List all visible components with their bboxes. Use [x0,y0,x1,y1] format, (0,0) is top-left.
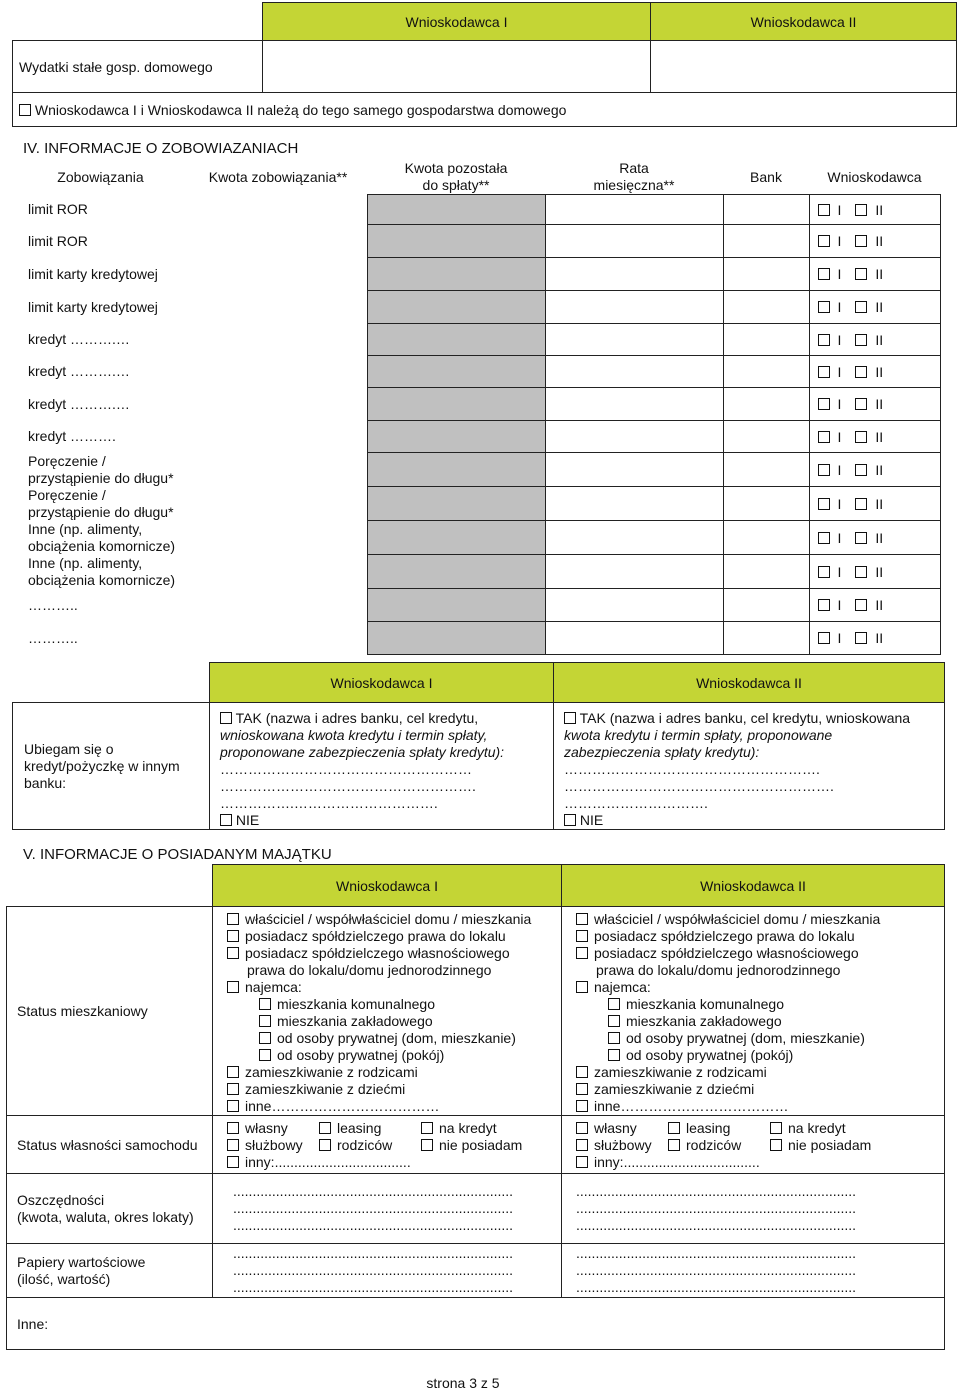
other-bank-label: Ubiegam się o kredyt/pożyczkę w innym banku: [13,703,210,830]
col-obligations: Zobowiązania [57,169,144,186]
monthly-rate-cell[interactable] [545,589,723,622]
car-options-a2 [562,1116,945,1174]
col-amount: Kwota zobowiązania** [208,169,348,186]
housing-option: zamieszkiwanie z dziećmi [227,1081,561,1098]
remaining-amount-cell[interactable] [367,622,545,655]
housing-option: zamieszkiwanie z rodzicami [576,1064,944,1081]
car-checkbox[interactable] [227,1156,239,1168]
remaining-amount-cell[interactable] [367,324,545,356]
applicant-2-checkbox[interactable] [855,301,867,313]
obligation-row [12,195,940,225]
obligation-label: limit ROR [12,225,367,258]
housing-checkbox[interactable] [227,913,239,925]
applicant-choice: I II [809,324,940,356]
housing-checkbox[interactable] [576,1083,588,1095]
car-option: służbowy [576,1137,668,1154]
applicant-2-checkbox[interactable] [855,632,867,644]
car-checkbox[interactable] [576,1156,588,1168]
car-checkbox[interactable] [319,1139,331,1151]
remaining-amount-cell[interactable] [367,388,545,421]
applicant-1-checkbox[interactable] [818,532,830,544]
bank-cell[interactable] [723,521,809,555]
header-applicant-1: Wnioskodawca I [213,865,562,907]
col-remaining: Kwota pozostała do spłaty** [404,160,508,193]
obligation-label: ……….. [12,622,367,655]
applicant-choice: I II [809,195,940,225]
housing-checkbox[interactable] [227,1066,239,1078]
applicant-choice: I II [809,291,940,324]
housing-option: od osoby prywatnej (pokój) [576,1047,944,1064]
applicant-2-checkbox[interactable] [855,431,867,443]
applicant-1-checkbox[interactable] [818,566,830,578]
applicant-2-checkbox[interactable] [855,566,867,578]
car-option: nie posiadam [770,1137,890,1154]
applicant-2-checkbox[interactable] [855,498,867,510]
applicant-choice: I II [809,487,940,521]
housing-option: najemca: [227,979,561,996]
other-bank-a2: TAK (nazwa i adres banku, cel kredytu, wnioskowana kwota kredytu i termin spłaty, proponowane zabezpieczenia spłaty kredytu): ………………………………………………. …………………………………………………. …………………………. NIE [554,703,945,830]
remaining-amount-cell[interactable] [367,225,545,258]
bank-cell[interactable] [723,622,809,655]
monthly-rate-cell[interactable] [545,555,723,589]
applicant-2-checkbox[interactable] [855,599,867,611]
remaining-amount-cell[interactable] [367,195,545,225]
applicant-2-checkbox[interactable] [855,532,867,544]
housing-checkbox[interactable] [576,1100,588,1112]
monthly-rate-cell[interactable] [545,421,723,453]
obligation-row [12,521,940,555]
housing-checkbox[interactable] [576,947,588,959]
household-checkbox[interactable] [19,104,31,116]
securities-a1[interactable]: ........................................................................ ........................................................................ ........................................................................ [213,1244,562,1298]
remaining-amount-cell[interactable] [367,421,545,453]
housing-checkbox[interactable] [576,930,588,942]
obligation-row [12,356,940,388]
section4-title: IV. INFORMACJE O ZOBOWIAZANIACH [23,140,299,157]
car-option: własny [227,1120,319,1137]
obligation-label: limit karty kredytowej [12,258,367,291]
col-rate: Rata miesięczna** [593,160,675,193]
housing-checkbox[interactable] [227,981,239,993]
expenses-label: Wydatki stałe gosp. domowego [13,41,263,93]
other-assets-label: Inne: [17,1315,49,1332]
applicant-choice: I II [809,521,940,555]
obligation-label: kredyt ………. [12,421,367,453]
housing-option: mieszkania zakładowego [576,1013,944,1030]
monthly-rate-cell[interactable] [545,195,723,225]
car-checkbox[interactable] [668,1139,680,1151]
car-option: inny:................................... [227,1154,527,1171]
housing-option: posiadacz spółdzielczego własnościowego [227,945,561,962]
expenses-input-a1[interactable] [263,41,651,93]
bank-cell[interactable] [723,258,809,291]
obligation-row [12,291,940,324]
header-applicant-1: Wnioskodawca I [263,3,651,41]
obligation-label: limit ROR [12,195,367,225]
obligation-label: limit karty kredytowej [12,291,367,324]
page-number: strona 3 z 5 [426,1375,500,1391]
securities-a2[interactable]: ........................................................................ ........................................................................ ........................................................................ [562,1244,945,1298]
obligation-row [12,589,940,622]
housing-option: posiadacz spółdzielczego prawa do lokalu [227,928,561,945]
housing-option: właściciel / współwłaściciel domu / mieszkania [576,911,944,928]
applicant-1-checkbox[interactable] [818,301,830,313]
obligation-label: kredyt ……….… [12,324,367,356]
housing-option: posiadacz spółdzielczego prawa do lokalu [576,928,944,945]
applicant-1-checkbox[interactable] [818,632,830,644]
section5-title: V. INFORMACJE O POSIADANYM MAJĄTKU [23,846,332,863]
car-checkbox[interactable] [227,1139,239,1151]
applicant-2-checkbox[interactable] [855,334,867,346]
car-option: rodziców [319,1137,421,1154]
applicant-1-checkbox[interactable] [818,464,830,476]
obligation-row [12,487,940,521]
obligation-row [12,453,940,487]
housing-option: od osoby prywatnej (dom, mieszkanie) [227,1030,561,1047]
applicant-2-checkbox[interactable] [855,235,867,247]
expenses-table [12,2,957,127]
applicant-choice: I II [809,388,940,421]
applicant-choice: I II [809,258,940,291]
other-bank-table [12,662,945,830]
bank-cell[interactable] [723,324,809,356]
housing-option: mieszkania zakładowego [227,1013,561,1030]
monthly-rate-cell[interactable] [545,356,723,388]
monthly-rate-cell[interactable] [545,453,723,487]
housing-option: posiadacz spółdzielczego własnościowego [576,945,944,962]
bank-cell[interactable] [723,291,809,324]
obligation-row [12,622,940,655]
housing-options-a2 [562,907,945,1116]
monthly-rate-cell[interactable] [545,291,723,324]
housing-option: prawa do lokalu/domu jednorodzinnego [596,962,841,978]
monthly-rate-cell[interactable] [545,258,723,291]
other-bank-yes-checkbox-a1[interactable] [220,712,232,724]
car-checkbox[interactable] [770,1139,782,1151]
savings-label: Oszczędności (kwota, waluta, okres lokaty) [7,1174,213,1244]
car-options-a1 [213,1116,562,1174]
obligation-row [12,421,940,453]
applicant-1-checkbox[interactable] [818,498,830,510]
car-label: Status własności samochodu [7,1116,213,1174]
applicant-1-checkbox[interactable] [818,334,830,346]
applicant-1-checkbox[interactable] [818,398,830,410]
housing-option: mieszkania komunalnego [576,996,944,1013]
col-bank: Bank [750,169,782,185]
monthly-rate-cell[interactable] [545,521,723,555]
car-checkbox[interactable] [668,1122,680,1134]
remaining-amount-cell[interactable] [367,555,545,589]
applicant-choice: I II [809,622,940,655]
housing-label: Status mieszkaniowy [7,907,213,1116]
monthly-rate-cell[interactable] [545,225,723,258]
bank-cell[interactable] [723,555,809,589]
other-bank-no-checkbox-a1[interactable] [220,814,232,826]
obligation-label: Poręczenie / przystąpienie do długu* [12,487,367,521]
monthly-rate-cell[interactable] [545,487,723,521]
bank-cell[interactable] [723,388,809,421]
housing-option: zamieszkiwanie z dziećmi [576,1081,944,1098]
car-option: na kredyt [770,1120,890,1137]
obligation-row [12,324,940,356]
other-bank-a1: TAK (nazwa i adres banku, cel kredytu, wnioskowana kwota kredytu i termin spłaty, proponowane zabezpieczenia spłaty kredytu): ……………………………………………… ………………………………………………. …………….…………………………. NIE [210,703,554,830]
other-bank-yes-checkbox-a2[interactable] [564,712,576,724]
car-option: służbowy [227,1137,319,1154]
car-option: leasing [668,1120,770,1137]
housing-checkbox[interactable] [608,1015,620,1027]
car-checkbox[interactable] [576,1122,588,1134]
savings-a1[interactable]: ........................................................................ ........................................................................ ........................................................................ [213,1174,562,1244]
bank-cell[interactable] [723,195,809,225]
header-applicant-2: Wnioskodawca II [562,865,945,907]
car-checkbox[interactable] [421,1122,433,1134]
housing-option: prawa do lokalu/domu jednorodzinnego [247,962,492,978]
applicant-choice: I II [809,555,940,589]
obligation-label: kredyt ……….… [12,356,367,388]
housing-option: właściciel / współwłaściciel domu / mieszkania [227,911,561,928]
remaining-amount-cell[interactable] [367,291,545,324]
remaining-amount-cell[interactable] [367,453,545,487]
obligation-row [12,555,940,589]
securities-label: Papiery wartościowe (ilość, wartość) [7,1244,213,1298]
housing-checkbox[interactable] [259,998,271,1010]
header-applicant-2: Wnioskodawca II [651,3,957,41]
expenses-input-a2[interactable] [651,41,957,93]
car-checkbox[interactable] [421,1139,433,1151]
housing-option: inne……………………………… [576,1098,944,1115]
remaining-amount-cell[interactable] [367,487,545,521]
monthly-rate-cell[interactable] [545,324,723,356]
housing-option: mieszkania komunalnego [227,996,561,1013]
applicant-2-checkbox[interactable] [855,366,867,378]
housing-checkbox[interactable] [259,1032,271,1044]
applicant-1-checkbox[interactable] [818,268,830,280]
applicant-choice: I II [809,356,940,388]
remaining-amount-cell[interactable] [367,521,545,555]
bank-cell[interactable] [723,487,809,521]
car-option: inny:................................... [576,1154,876,1171]
housing-checkbox[interactable] [227,1083,239,1095]
applicant-1-checkbox[interactable] [818,599,830,611]
other-bank-no-checkbox-a2[interactable] [564,814,576,826]
housing-checkbox[interactable] [608,1049,620,1061]
household-row [13,93,957,127]
obligation-label: kredyt ……….… [12,388,367,421]
housing-checkbox[interactable] [576,981,588,993]
housing-option: zamieszkiwanie z rodzicami [227,1064,561,1081]
monthly-rate-cell[interactable] [545,622,723,655]
applicant-2-checkbox[interactable] [855,464,867,476]
housing-options-a1 [213,907,562,1116]
bank-cell[interactable] [723,356,809,388]
header-applicant-1: Wnioskodawca I [210,663,554,703]
car-option: na kredyt [421,1120,541,1137]
applicant-2-checkbox[interactable] [855,268,867,280]
applicant-2-checkbox[interactable] [855,204,867,216]
applicant-1-checkbox[interactable] [818,235,830,247]
car-checkbox[interactable] [319,1122,331,1134]
obligation-label: Poręczenie / przystąpienie do długu* [12,453,367,487]
housing-option: od osoby prywatnej (dom, mieszkanie) [576,1030,944,1047]
housing-checkbox[interactable] [227,947,239,959]
household-checkbox-label: Wnioskodawca I i Wnioskodawca II należą do tego samego gospodarstwa domowego [34,101,567,118]
remaining-amount-cell[interactable] [367,258,545,291]
obligation-label: Inne (np. alimenty, obciążenia komornicze) [12,521,367,555]
housing-checkbox[interactable] [608,1032,620,1044]
bank-cell[interactable] [723,421,809,453]
housing-checkbox[interactable] [259,1049,271,1061]
applicant-2-checkbox[interactable] [855,398,867,410]
obligation-label: Inne (np. alimenty, obciążenia komornicze) [12,555,367,589]
savings-a2[interactable]: ........................................................................ ........................................................................ ........................................................................ [562,1174,945,1244]
assets-table [6,864,945,1350]
car-checkbox[interactable] [227,1122,239,1134]
applicant-choice: I II [809,421,940,453]
car-option: rodziców [668,1137,770,1154]
car-checkbox[interactable] [770,1122,782,1134]
applicant-choice: I II [809,589,940,622]
car-option: własny [576,1120,668,1137]
housing-checkbox[interactable] [608,998,620,1010]
obligation-label: ……….. [12,589,367,622]
housing-checkbox[interactable] [227,930,239,942]
bank-cell[interactable] [723,589,809,622]
housing-option: inne……………………………… [227,1098,561,1115]
applicant-1-checkbox[interactable] [818,431,830,443]
obligation-row [12,258,940,291]
car-option: nie posiadam [421,1137,541,1154]
obligations-table [12,160,941,655]
remaining-amount-cell[interactable] [367,589,545,622]
col-applicant: Wnioskodawca [827,169,922,185]
applicant-1-checkbox[interactable] [818,204,830,216]
housing-option: od osoby prywatnej (pokój) [227,1047,561,1064]
monthly-rate-cell[interactable] [545,388,723,421]
housing-checkbox[interactable] [227,1100,239,1112]
bank-cell[interactable] [723,225,809,258]
applicant-1-checkbox[interactable] [818,366,830,378]
housing-checkbox[interactable] [259,1015,271,1027]
remaining-amount-cell[interactable] [367,356,545,388]
housing-option: najemca: [576,979,944,996]
car-option: leasing [319,1120,421,1137]
bank-cell[interactable] [723,453,809,487]
obligation-row [12,388,940,421]
housing-checkbox[interactable] [576,1066,588,1078]
obligation-row [12,225,940,258]
car-checkbox[interactable] [576,1139,588,1151]
applicant-choice: I II [809,225,940,258]
housing-checkbox[interactable] [576,913,588,925]
applicant-choice: I II [809,453,940,487]
header-applicant-2: Wnioskodawca II [554,663,945,703]
other-assets-row[interactable] [7,1298,945,1350]
